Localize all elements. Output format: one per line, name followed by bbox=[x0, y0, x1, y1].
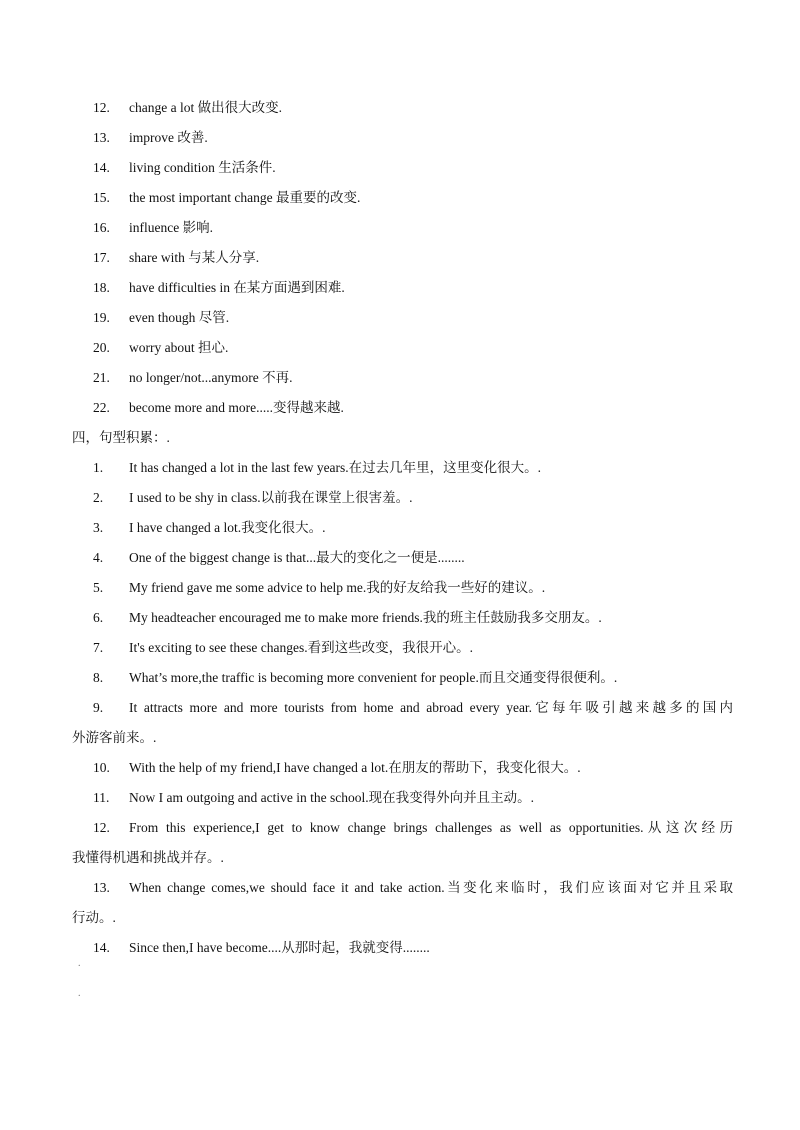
sentence-continuation: 我懂得机遇和挑战并存。. bbox=[72, 850, 224, 865]
sentence-item bbox=[72, 813, 733, 873]
vocab-item bbox=[93, 273, 733, 303]
trailing-mark: . bbox=[78, 988, 81, 999]
item-number: 8. bbox=[93, 670, 104, 685]
vocab-item bbox=[93, 363, 733, 393]
sentence-text: When change comes,we should face it and take action.当变化来临时，我们应该面对它并且采取 bbox=[129, 880, 733, 895]
vocab-item bbox=[93, 183, 733, 213]
vocab-text: share with 与某人分享. bbox=[129, 250, 260, 265]
sentence-text: It has changed a lot in the last few years.在过去几年里，这里变化很大。. bbox=[129, 460, 542, 475]
vocab-item bbox=[93, 393, 733, 423]
sentence-continuation: 行动。. bbox=[72, 910, 116, 925]
item-number: 7. bbox=[93, 640, 104, 655]
item-number: 16. bbox=[93, 220, 110, 235]
section-heading: 四，句型积累：. bbox=[72, 430, 170, 445]
item-number: 14. bbox=[93, 160, 110, 175]
vocab-text: improve 改善. bbox=[129, 130, 208, 145]
sentence-continuation: 外游客前来。. bbox=[72, 730, 157, 745]
item-number: 2. bbox=[93, 490, 104, 505]
sentence-item bbox=[93, 513, 733, 543]
sentence-item bbox=[93, 453, 733, 483]
trailing-mark: . bbox=[78, 958, 81, 969]
sentence-item bbox=[72, 873, 733, 933]
item-number: 4. bbox=[93, 550, 104, 565]
sentence-list bbox=[72, 453, 733, 963]
vocab-text: the most important change 最重要的改变. bbox=[129, 190, 361, 205]
sentence-item bbox=[93, 933, 733, 963]
item-number: 9. bbox=[93, 700, 104, 715]
item-number: 11. bbox=[93, 790, 110, 805]
sentence-text: From this experience,I get to know change brings challenges as well as opportunities.从这次经历 bbox=[129, 820, 733, 835]
sentence-text: My headteacher encouraged me to make more friends.我的班主任鼓励我多交朋友。. bbox=[129, 610, 602, 625]
item-number: 1. bbox=[93, 460, 104, 475]
vocab-text: have difficulties in 在某方面遇到困难. bbox=[129, 280, 345, 295]
sentence-item bbox=[93, 783, 733, 813]
sentence-text: One of the biggest change is that...最大的变化之一便是........ bbox=[129, 550, 465, 565]
item-number: 12. bbox=[93, 820, 110, 835]
sentence-item bbox=[93, 753, 733, 783]
item-number: 20. bbox=[93, 340, 110, 355]
vocab-text: living condition 生活条件. bbox=[129, 160, 276, 175]
vocab-item bbox=[93, 333, 733, 363]
item-number: 21. bbox=[93, 370, 110, 385]
sentence-text: I used to be shy in class.以前我在课堂上很害羞。. bbox=[129, 490, 413, 505]
vocab-text: no longer/not...anymore 不再. bbox=[129, 370, 293, 385]
sentence-text: What’s more,the traffic is becoming more convenient for people.而且交通变得很便利。. bbox=[129, 670, 618, 685]
sentence-text: It attracts more and more tourists from home and abroad every year.它每年吸引越来越多的国内 bbox=[129, 700, 733, 715]
sentence-text: It's exciting to see these changes.看到这些改变，我很开心。. bbox=[129, 640, 473, 655]
item-number: 22. bbox=[93, 400, 110, 415]
sentence-text: With the help of my friend,I have changed a lot.在朋友的帮助下，我变化很大。. bbox=[129, 760, 581, 775]
vocab-text: change a lot 做出很大改变. bbox=[129, 100, 282, 115]
item-number: 15. bbox=[93, 190, 110, 205]
vocab-item bbox=[93, 123, 733, 153]
vocab-item bbox=[93, 153, 733, 183]
item-number: 17. bbox=[93, 250, 110, 265]
item-number: 18. bbox=[93, 280, 110, 295]
vocab-text: worry about 担心. bbox=[129, 340, 229, 355]
vocab-item bbox=[93, 243, 733, 273]
sentence-text: My friend gave me some advice to help me.我的好友给我一些好的建议。. bbox=[129, 580, 546, 595]
item-number: 3. bbox=[93, 520, 104, 535]
item-number: 13. bbox=[93, 130, 110, 145]
vocab-item bbox=[93, 303, 733, 333]
vocab-text: even though 尽管. bbox=[129, 310, 230, 325]
sentence-item bbox=[93, 573, 733, 603]
vocab-text: influence 影响. bbox=[129, 220, 213, 235]
vocab-item bbox=[93, 93, 733, 123]
item-number: 13. bbox=[93, 880, 110, 895]
item-number: 12. bbox=[93, 100, 110, 115]
sentence-item bbox=[93, 603, 733, 633]
vocab-text: become more and more.....变得越来越. bbox=[129, 400, 344, 415]
sentence-item bbox=[72, 693, 733, 753]
item-number: 6. bbox=[93, 610, 104, 625]
item-number: 10. bbox=[93, 760, 110, 775]
sentence-text: I have changed a lot.我变化很大。. bbox=[129, 520, 326, 535]
sentence-item bbox=[93, 663, 733, 693]
sentence-item bbox=[93, 633, 733, 663]
vocabulary-list bbox=[93, 93, 733, 423]
sentence-item bbox=[93, 483, 733, 513]
vocab-item bbox=[93, 213, 733, 243]
item-number: 5. bbox=[93, 580, 104, 595]
item-number: 19. bbox=[93, 310, 110, 325]
sentence-text: Now I am outgoing and active in the school.现在我变得外向并且主动。. bbox=[129, 790, 534, 805]
sentence-item bbox=[93, 543, 733, 573]
sentence-text: Since then,I have become....从那时起，我就变得........ bbox=[129, 940, 430, 955]
item-number: 14. bbox=[93, 940, 110, 955]
